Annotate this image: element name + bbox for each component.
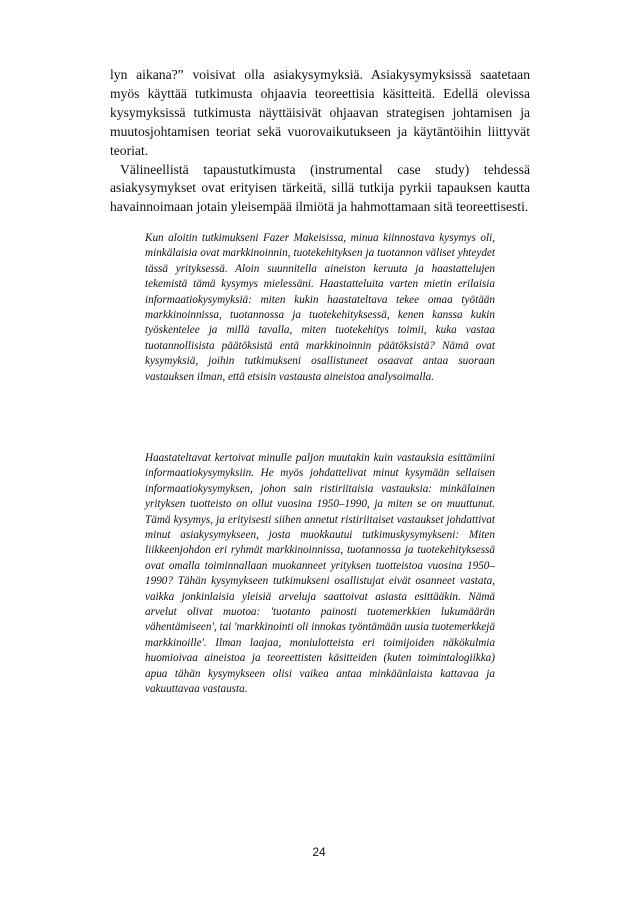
quote-block: [145, 451, 495, 698]
body-paragraph: Välineellistä tapaustutkimusta (instrumental case study) tehdessä asiakysymykset ovat erityisen tärkeitä, sillä tutkija pyrkii tapauksen kautta havainnoimaan jotain yleisempää ilmiötä ja hahmottamaan sitä teoreettisesti.: [110, 161, 530, 215]
quote-block: [145, 231, 495, 385]
page-number: 24: [312, 845, 326, 859]
quote-paragraph: Haastateltavat kertoivat minulle paljon muutakin kuin vastauksia esittämiini informaatiokysymyksiin. He myös johdattelivat minut kysymään sellaisen informaatiokysymyksen, johon sain ristiriitaisia vastauksia: minkälainen yrityksen tuotteisto on ollut vuosina 1950–1990, ja miten se on muuttunut. Tämä kysymys, ja erityisesti siihen annetut ristiriitaiset vastaukset johdattivat minut asiakysymykseen, josta muokkautui tutkimuskysymykseni: Miten liikkeenjohdon eri ryhmät markkinoinnissa, tuotannossa ja tuotekehityksessä ovat omalla toiminnallaan muokanneet yrityksen tuotteistoa vuosina 1950–1990? Tähän kysymykseen tutkimukseni osallistujat eivät osanneet vastata, vaikka jonkinlaisia yleisiä arveluja saattoivat asiasta esittääkin. Nämä arvelut olivat muotoa: 'tuotanto painosti tuotemerkkien lukumäärän vähentämiseen', tai 'markkinointi oli innokas työntämään uusia tuotemerkkejä markkinoille'. Ilman laajaa, moniulotteista eri toimijoiden näkökulmia huomioivaa aineistoa ja teoreettisten käsitteiden (kuten toimintalogiikka) apua tähän kysymykseen olisi vaikea antaa minkäänlaista kattavaa ja vakuuttavaa vastausta.: [145, 452, 495, 696]
body-text: [110, 66, 530, 217]
quote-paragraph: Kun aloitin tutkimukseni Fazer Makeisissa, minua kiinnostava kysymys oli, minkälaisia ovat markkinoinnin, tuotekehityksen ja tuotannon väliset yhteydet tässä yrityksessä. Aloin suunnitella aineiston keruuta ja haastattelujen tekemistä tämä kysymys mielessäni. Haastatteluita varten mietin erilaisia informaatiokysymyksiä: miten kukin haastateltava tekee omaa työtään markkinoinnissa, tuotannossa ja tuotekehityksessä, kenen kanssa kukin työskentelee ja millä tavalla, miten tuotekehitys toimii, kuka vastaa tuotannollisista päätöksistä entä markkinoinnin päätöksistä? Nämä ovat kysymyksiä, joihin tutkimukseni osallistuneet osaavat antaa suoraan vastauksen ilman, että etsisin vastausta aineistoa analysoimalla.: [145, 232, 495, 383]
body-paragraph: lyn aikana?” voisivat olla asiakysymyksiä. Asiakysymyksissä saatetaan myös käyttää tutkimusta ohjaavia teoreettisia käsitteitä. Edellä olevissa kysymyksissä tutkimusta näyttäisivät ohjaavan strategisen johtamisen ja muutosjohtamisen teoriat sekä vuorovaikutukseen ja käytäntöihin liittyvät teoriat.: [110, 67, 530, 158]
